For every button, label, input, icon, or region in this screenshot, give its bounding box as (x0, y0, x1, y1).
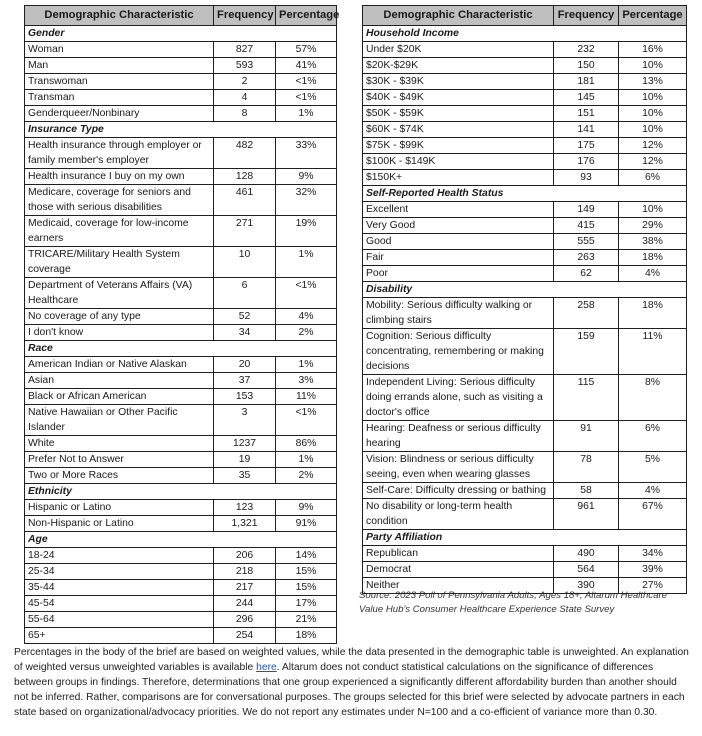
frequency-cell: 78 (554, 452, 619, 483)
header-characteristic: Demographic Characteristic (25, 6, 214, 26)
frequency-cell: 3 (214, 405, 276, 436)
table-row (25, 106, 337, 122)
characteristic-cell: $150K+ (363, 170, 554, 186)
table-row (25, 612, 337, 628)
characteristic-cell: Republican (363, 546, 554, 562)
section-header-row (25, 122, 337, 138)
table-row (363, 154, 687, 170)
table-row (363, 546, 687, 562)
table-row (25, 309, 337, 325)
frequency-cell: 415 (554, 218, 619, 234)
right-header-row (363, 6, 687, 26)
percentage-cell: 4% (276, 309, 337, 325)
left-demographic-table (24, 5, 340, 644)
characteristic-cell: Medicaid, coverage for low-income earners (25, 216, 214, 247)
frequency-cell: 128 (214, 169, 276, 185)
percentage-cell: 1% (276, 357, 337, 373)
right-demographic-table (362, 5, 687, 594)
header-percentage: Percentage (619, 6, 687, 26)
characteristic-cell: Independent Living: Serious difficulty doing errands alone, such as visiting a doctor's office (363, 375, 554, 421)
percentage-cell: 3% (276, 373, 337, 389)
frequency-cell: 115 (554, 375, 619, 421)
percentage-cell: 10% (619, 58, 687, 74)
section-title: Race (25, 341, 337, 357)
frequency-cell: 175 (554, 138, 619, 154)
table-row (25, 169, 337, 185)
characteristic-cell: Asian (25, 373, 214, 389)
frequency-cell: 149 (554, 202, 619, 218)
percentage-cell: 17% (276, 596, 337, 612)
characteristic-cell: 25-34 (25, 564, 214, 580)
percentage-cell: <1% (276, 278, 337, 309)
table-row (363, 74, 687, 90)
percentage-cell: 5% (619, 452, 687, 483)
section-header-row (25, 532, 337, 548)
section-header-row (363, 26, 687, 42)
table-row (25, 564, 337, 580)
percentage-cell: 19% (276, 216, 337, 247)
left-header-row (25, 6, 337, 26)
table-row (25, 468, 337, 484)
characteristic-cell: 45-54 (25, 596, 214, 612)
table-row (25, 216, 337, 247)
frequency-cell: 159 (554, 329, 619, 375)
section-title: Ethnicity (25, 484, 337, 500)
characteristic-cell: Self-Care: Difficulty dressing or bathing (363, 483, 554, 499)
characteristic-cell: Under $20K (363, 42, 554, 58)
frequency-cell: 151 (554, 106, 619, 122)
section-title: Insurance Type (25, 122, 337, 138)
characteristic-cell: Department of Veterans Affairs (VA) Healthcare (25, 278, 214, 309)
table-row (363, 421, 687, 452)
percentage-cell: 11% (619, 329, 687, 375)
characteristic-cell: $30K - $39K (363, 74, 554, 90)
frequency-cell: 6 (214, 278, 276, 309)
percentage-cell: 16% (619, 42, 687, 58)
table-row (25, 373, 337, 389)
section-header-row (25, 26, 337, 42)
table-row (25, 628, 337, 644)
table-row (363, 483, 687, 499)
table-row (363, 250, 687, 266)
section-title: Party Affiliation (363, 530, 687, 546)
characteristic-cell: Health insurance through employer or family member's employer (25, 138, 214, 169)
characteristic-cell: TRICARE/Military Health System coverage (25, 247, 214, 278)
table-row (25, 74, 337, 90)
percentage-cell: 12% (619, 138, 687, 154)
percentage-cell: 10% (619, 202, 687, 218)
table-row (25, 357, 337, 373)
header-frequency: Frequency (214, 6, 276, 26)
frequency-cell: 153 (214, 389, 276, 405)
frequency-cell: 145 (554, 90, 619, 106)
percentage-cell: 9% (276, 169, 337, 185)
table-row (363, 562, 687, 578)
characteristic-cell: Cognition: Serious difficulty concentrating, remembering or making decisions (363, 329, 554, 375)
table-row (363, 58, 687, 74)
characteristic-cell: White (25, 436, 214, 452)
table-row (363, 122, 687, 138)
header-characteristic: Demographic Characteristic (363, 6, 554, 26)
percentage-cell: 10% (619, 90, 687, 106)
characteristic-cell: Good (363, 234, 554, 250)
frequency-cell: 123 (214, 500, 276, 516)
frequency-cell: 564 (554, 562, 619, 578)
characteristic-cell: I don't know (25, 325, 214, 341)
percentage-cell: 6% (619, 170, 687, 186)
section-header-row (25, 484, 337, 500)
frequency-cell: 258 (554, 298, 619, 329)
frequency-cell: 217 (214, 580, 276, 596)
percentage-cell: 18% (276, 628, 337, 644)
percentage-cell: 1% (276, 452, 337, 468)
percentage-cell: 18% (619, 250, 687, 266)
characteristic-cell: Very Good (363, 218, 554, 234)
table-row (363, 218, 687, 234)
table-row (363, 375, 687, 421)
table-row (25, 580, 337, 596)
characteristic-cell: Prefer Not to Answer (25, 452, 214, 468)
percentage-cell: 14% (276, 548, 337, 564)
percentage-cell: 1% (276, 106, 337, 122)
percentage-cell: 2% (276, 468, 337, 484)
characteristic-cell: Non-Hispanic or Latino (25, 516, 214, 532)
table-row (25, 42, 337, 58)
table-row (363, 138, 687, 154)
frequency-cell: 961 (554, 499, 619, 530)
frequency-cell: 34 (214, 325, 276, 341)
frequency-cell: 390 (554, 578, 619, 594)
header-frequency: Frequency (554, 6, 619, 26)
percentage-cell: 13% (619, 74, 687, 90)
frequency-cell: 62 (554, 266, 619, 282)
frequency-cell: 271 (214, 216, 276, 247)
table-row (25, 548, 337, 564)
percentage-cell: 4% (619, 483, 687, 499)
percentage-cell: 38% (619, 234, 687, 250)
percentage-cell: 86% (276, 436, 337, 452)
frequency-cell: 37 (214, 373, 276, 389)
characteristic-cell: Man (25, 58, 214, 74)
characteristic-cell: Poor (363, 266, 554, 282)
frequency-cell: 4 (214, 90, 276, 106)
percentage-cell: 6% (619, 421, 687, 452)
table-row (363, 298, 687, 329)
characteristic-cell: $50K - $59K (363, 106, 554, 122)
table-row (25, 138, 337, 169)
percentage-cell: 10% (619, 122, 687, 138)
percentage-cell: 15% (276, 580, 337, 596)
frequency-cell: 206 (214, 548, 276, 564)
percentage-cell: 8% (619, 375, 687, 421)
section-header-row (363, 282, 687, 298)
characteristic-cell: Hispanic or Latino (25, 500, 214, 516)
here-link[interactable]: here (256, 662, 277, 673)
section-header-row (363, 186, 687, 202)
characteristic-cell: Two or More Races (25, 468, 214, 484)
characteristic-cell: Health insurance I buy on my own (25, 169, 214, 185)
table-row (25, 389, 337, 405)
percentage-cell: 32% (276, 185, 337, 216)
left-table-body (25, 26, 337, 644)
characteristic-cell: Democrat (363, 562, 554, 578)
characteristic-cell: Mobility: Serious difficulty walking or climbing stairs (363, 298, 554, 329)
frequency-cell: 218 (214, 564, 276, 580)
percentage-cell: <1% (276, 74, 337, 90)
percentage-cell: <1% (276, 90, 337, 106)
section-header-row (363, 530, 687, 546)
percentage-cell: 11% (276, 389, 337, 405)
table-row (363, 266, 687, 282)
percentage-cell: 9% (276, 500, 337, 516)
right-table-body (363, 26, 687, 594)
frequency-cell: 593 (214, 58, 276, 74)
percentage-cell: 27% (619, 578, 687, 594)
table-row (363, 452, 687, 483)
percentage-cell: 39% (619, 562, 687, 578)
frequency-cell: 296 (214, 612, 276, 628)
characteristic-cell: Genderqueer/Nonbinary (25, 106, 214, 122)
section-header-row (25, 341, 337, 357)
section-title: Age (25, 532, 337, 548)
table-row (363, 42, 687, 58)
percentage-cell: 12% (619, 154, 687, 170)
percentage-cell: 91% (276, 516, 337, 532)
characteristic-cell: No disability or long-term health condition (363, 499, 554, 530)
characteristic-cell: Fair (363, 250, 554, 266)
percentage-cell: <1% (276, 405, 337, 436)
frequency-cell: 181 (554, 74, 619, 90)
table-row (363, 499, 687, 530)
table-row (363, 202, 687, 218)
frequency-cell: 20 (214, 357, 276, 373)
characteristic-cell: Transwoman (25, 74, 214, 90)
table-row (25, 325, 337, 341)
characteristic-cell: 18-24 (25, 548, 214, 564)
percentage-cell: 2% (276, 325, 337, 341)
characteristic-cell: $20K-$29K (363, 58, 554, 74)
characteristic-cell: 55-64 (25, 612, 214, 628)
table-row (25, 596, 337, 612)
characteristic-cell: Woman (25, 42, 214, 58)
table-row (25, 247, 337, 278)
percentage-cell: 1% (276, 247, 337, 278)
footnote-text-end: . Altarum does not conduct statistical calculations on the significance of differences between groups in findings. Therefore, determinations that one group experienced a significantly different affordability burden than another should not be inferred. Rather, comparisons are for conversational purposes. The groups selected for this brief were selected by advocate partners in each state based on organizational/advocacy priorities. We do not report any estimates under N=100 and a co-efficient of variance more than 0.30. (14, 662, 685, 718)
table-row (25, 278, 337, 309)
frequency-cell: 93 (554, 170, 619, 186)
percentage-cell: 10% (619, 106, 687, 122)
section-title: Household Income (363, 26, 687, 42)
characteristic-cell: Vision: Blindness or serious difficulty seeing, even when wearing glasses (363, 452, 554, 483)
percentage-cell: 34% (619, 546, 687, 562)
frequency-cell: 1,321 (214, 516, 276, 532)
frequency-cell: 254 (214, 628, 276, 644)
frequency-cell: 827 (214, 42, 276, 58)
characteristic-cell: $40K - $49K (363, 90, 554, 106)
frequency-cell: 482 (214, 138, 276, 169)
table-row (363, 90, 687, 106)
table-row (25, 516, 337, 532)
table-row (25, 90, 337, 106)
percentage-cell: 33% (276, 138, 337, 169)
frequency-cell: 490 (554, 546, 619, 562)
characteristic-cell: 65+ (25, 628, 214, 644)
frequency-cell: 141 (554, 122, 619, 138)
frequency-cell: 10 (214, 247, 276, 278)
characteristic-cell: Black or African American (25, 389, 214, 405)
table-row (25, 58, 337, 74)
characteristic-cell: Neither (363, 578, 554, 594)
frequency-cell: 2 (214, 74, 276, 90)
frequency-cell: 19 (214, 452, 276, 468)
table-row (363, 106, 687, 122)
frequency-cell: 461 (214, 185, 276, 216)
frequency-cell: 52 (214, 309, 276, 325)
characteristic-cell: $75K - $99K (363, 138, 554, 154)
percentage-cell: 4% (619, 266, 687, 282)
frequency-cell: 263 (554, 250, 619, 266)
frequency-cell: 176 (554, 154, 619, 170)
section-title: Gender (25, 26, 337, 42)
footnote-text-start: Percentages in the body of the brief are based on weighted values, while the data presented in the demographic table is unweighted. An explanation of weighted versus unweighted variables is available (14, 647, 689, 673)
frequency-cell: 555 (554, 234, 619, 250)
frequency-cell: 58 (554, 483, 619, 499)
percentage-cell: 18% (619, 298, 687, 329)
source-note: Source: 2023 Poll of Pennsylvania Adults, Ages 18+, Altarum Healthcare Value Hub's Consumer Healthcare Experience State Survey (359, 590, 667, 615)
frequency-cell: 150 (554, 58, 619, 74)
methodology-footnote (14, 645, 690, 720)
characteristic-cell: Hearing: Deafness or serious difficulty hearing (363, 421, 554, 452)
table-row (25, 405, 337, 436)
characteristic-cell: American Indian or Native Alaskan (25, 357, 214, 373)
characteristic-cell: Transman (25, 90, 214, 106)
percentage-cell: 67% (619, 499, 687, 530)
percentage-cell: 15% (276, 564, 337, 580)
percentage-cell: 41% (276, 58, 337, 74)
table-row (363, 170, 687, 186)
characteristic-cell: $60K - $74K (363, 122, 554, 138)
table-row (25, 185, 337, 216)
frequency-cell: 8 (214, 106, 276, 122)
table-row (25, 500, 337, 516)
characteristic-cell: Excellent (363, 202, 554, 218)
frequency-cell: 244 (214, 596, 276, 612)
characteristic-cell: 35-44 (25, 580, 214, 596)
section-title: Self-Reported Health Status (363, 186, 687, 202)
frequency-cell: 35 (214, 468, 276, 484)
characteristic-cell: $100K - $149K (363, 154, 554, 170)
frequency-cell: 232 (554, 42, 619, 58)
percentage-cell: 21% (276, 612, 337, 628)
section-title: Disability (363, 282, 687, 298)
table-row (363, 234, 687, 250)
percentage-cell: 57% (276, 42, 337, 58)
frequency-cell: 1237 (214, 436, 276, 452)
characteristic-cell: Medicare, coverage for seniors and those with serious disabilities (25, 185, 214, 216)
header-percentage: Percentage (276, 6, 337, 26)
table-row (363, 329, 687, 375)
percentage-cell: 29% (619, 218, 687, 234)
characteristic-cell: Native Hawaiian or Other Pacific Islander (25, 405, 214, 436)
characteristic-cell: No coverage of any type (25, 309, 214, 325)
table-row (25, 436, 337, 452)
frequency-cell: 91 (554, 421, 619, 452)
table-row (25, 452, 337, 468)
